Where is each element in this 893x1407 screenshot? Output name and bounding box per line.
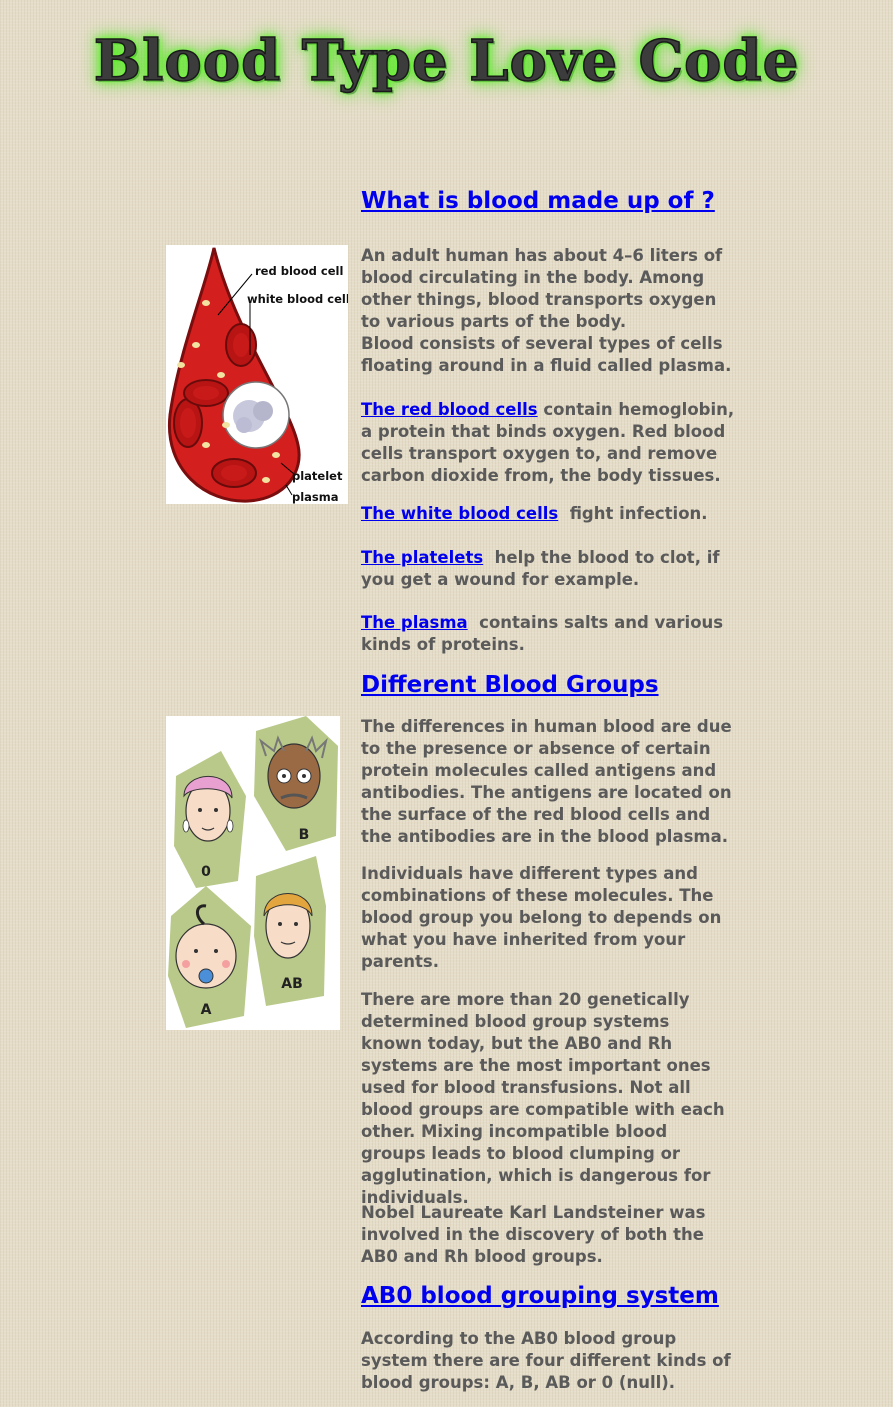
link-white-blood-cells[interactable]: The white blood cells [361, 504, 559, 523]
paragraph-groups-4: Nobel Laureate Karl Landsteiner was involved in the discovery of both the AB0 and Rh blood groups. [361, 1203, 706, 1266]
paragraph-groups-3: There are more than 20 genetically determined blood group systems known today, but the AB0 and Rh systems are the most important ones used for blood transfusions. Not all blood groups are compatible with each other. Mixing incompatible blood groups leads to blood clumping or agglutination, which is dangerous for individuals. [361, 990, 725, 1207]
paragraph-intro-2: Blood consists of several types of cells floating around in a fluid called plasma. [361, 334, 732, 375]
heading-blood-composition[interactable]: What is blood made up of ? [361, 188, 715, 214]
label-group-a: A [200, 1002, 212, 1018]
link-red-blood-cells[interactable]: The red blood cells [361, 400, 538, 419]
label-red-blood-cell: red blood cell [255, 264, 344, 278]
paragraph-ab0-1: According to the AB0 blood group system there are four different kinds of blood groups: A, B, AB or 0 (null). [361, 1329, 731, 1392]
link-plasma[interactable]: The plasma [361, 613, 468, 632]
label-group-b: B [298, 827, 310, 843]
paragraph-platelets [361, 547, 736, 591]
faces-svg [166, 716, 340, 1030]
label-platelet: platelet [292, 469, 343, 483]
label-plasma: plasma [292, 490, 339, 504]
heading-ab0-system[interactable]: AB0 blood grouping system [361, 1283, 719, 1309]
text-plasma: contains salts and various kinds of proteins. [361, 613, 729, 654]
heading-blood-groups[interactable]: Different Blood Groups [361, 672, 659, 698]
text-platelets: help the blood to clot, if you get a wound for example. [361, 548, 726, 589]
paragraph-white-cells [361, 503, 736, 525]
blood-drop-illustration [166, 245, 348, 504]
link-platelets[interactable]: The platelets [361, 548, 484, 567]
text-white-cells: fight infection. [558, 504, 708, 523]
text-red-cells: contain hemoglobin, a protein that binds oxygen. Red blood cells transport oxygen to, and remove carbon dioxide from, the body tissues. [361, 400, 735, 485]
label-white-blood-cell: white blood cell [247, 292, 348, 306]
paragraph-plasma [361, 612, 736, 656]
paragraph-intro-1: An adult human has about 4–6 liters of blood circulating in the body. Among other things, blood transports oxygen to various parts of the body. [361, 246, 723, 331]
paragraph-groups-1: The differences in human blood are due to the presence or absence of certain protein molecules called antigens and antibodies. The antigens are located on the surface of the red blood cells and the antibodies are in the blood plasma. [361, 717, 732, 846]
blood-group-faces-illustration [166, 716, 340, 1030]
paragraph-red-cells [361, 399, 736, 487]
label-group-o: 0 [201, 864, 211, 880]
page-title: Blood Type Love Code [93, 28, 800, 94]
paragraph-groups-2: Individuals have different types and combinations of these molecules. The blood group you belong to depends on what you have inherited from your parents. [361, 864, 722, 971]
label-group-ab: AB [281, 976, 303, 992]
blood-drop-svg [166, 245, 348, 504]
